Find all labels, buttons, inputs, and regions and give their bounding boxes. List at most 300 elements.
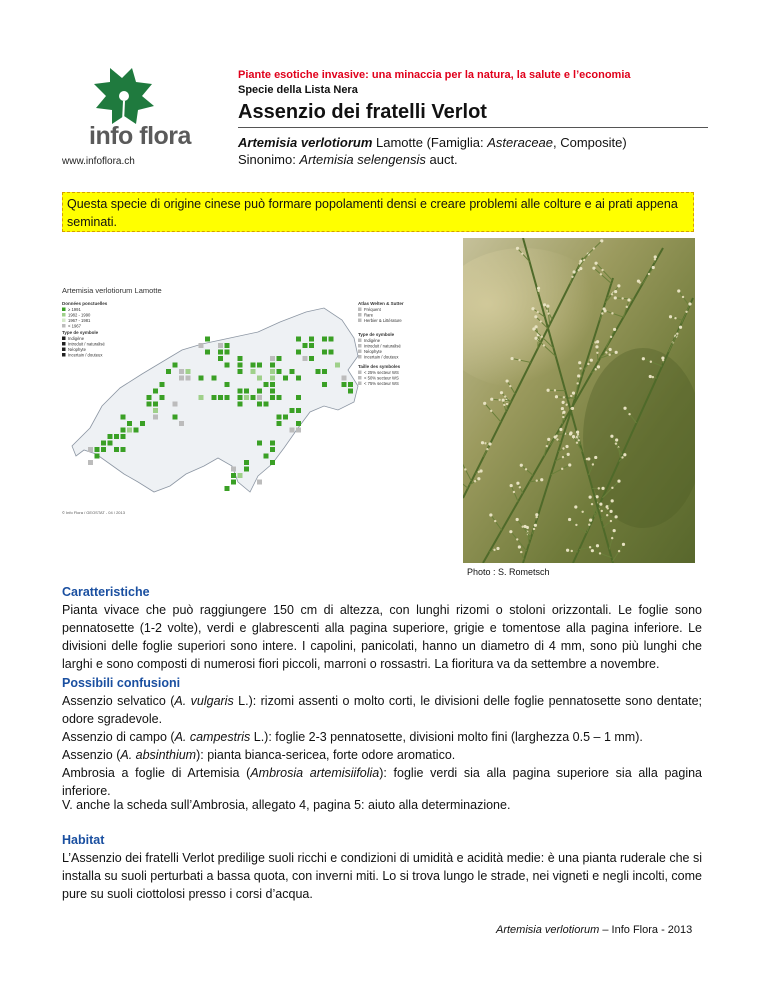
legend-label: Indigène <box>68 336 85 341</box>
flower-head <box>614 296 617 299</box>
map-grid-cell <box>244 460 249 465</box>
map-grid-cell <box>270 447 275 452</box>
flower-head <box>574 505 577 508</box>
legend-swatch <box>62 342 66 346</box>
page-title: Assenzio dei fratelli Verlot <box>238 101 487 123</box>
synonym-label: Sinonimo: <box>238 152 300 167</box>
flower-head <box>688 302 691 305</box>
map-grid-cell <box>342 376 347 381</box>
map-copyright: © Info Flora / GEOSTAT - 04 / 2013 <box>62 510 125 515</box>
map-grid-cell <box>225 486 230 491</box>
legend-swatch <box>62 348 66 352</box>
flower-head <box>600 273 602 275</box>
flower-head <box>488 442 491 445</box>
map-grid-cell <box>251 363 256 368</box>
flower-head <box>598 487 600 489</box>
legend-label: 1967 - 1981 <box>68 318 91 323</box>
map-grid-cell <box>199 376 204 381</box>
map-grid-cell <box>303 343 308 348</box>
map-grid-cell <box>303 356 308 361</box>
flower-head <box>477 477 480 480</box>
map-grid-cell <box>277 395 282 400</box>
flower-head <box>597 365 600 368</box>
flower-head <box>534 337 537 340</box>
flower-head <box>610 435 613 438</box>
map-grid-cell <box>251 395 256 400</box>
map-legend-right-head: Atlas Welten & Sutter <box>358 301 404 306</box>
legend-swatch <box>358 308 362 312</box>
map-grid-cell <box>290 369 295 374</box>
synonym-rest: auct. <box>425 152 458 167</box>
flower-head <box>533 528 535 530</box>
map-grid-cell <box>296 376 301 381</box>
flower-head <box>510 484 513 487</box>
legend-swatch <box>358 313 362 317</box>
map-grid-cell <box>296 408 301 413</box>
flower-head <box>537 290 539 292</box>
title-divider <box>238 127 708 128</box>
map-grid-cell <box>121 428 126 433</box>
flower-head <box>520 464 523 467</box>
flower-head <box>590 359 593 362</box>
map-grid-cell <box>257 402 262 407</box>
map-grid-cell <box>342 382 347 387</box>
flower-head <box>589 496 592 499</box>
legend-swatch <box>62 308 66 312</box>
flower-head <box>490 398 493 401</box>
legend-label: 1982 - 1990 <box>68 312 91 318</box>
flower-head <box>571 276 573 278</box>
map-grid-cell <box>160 382 165 387</box>
legend-label: Rare <box>364 312 374 318</box>
map-grid-cell <box>257 389 262 394</box>
map-grid-cell <box>283 415 288 420</box>
map-grid-cell <box>231 473 236 478</box>
map-grid-cell <box>212 395 217 400</box>
map-grid-cell <box>251 369 256 374</box>
flower-head <box>534 315 537 318</box>
distribution-map <box>62 278 434 518</box>
map-grid-cell <box>160 395 165 400</box>
flower-head <box>481 441 484 444</box>
flower-head <box>613 529 616 532</box>
legend-swatch <box>358 350 362 354</box>
legend-swatch <box>358 382 362 386</box>
flower-head <box>607 507 609 509</box>
flower-head <box>595 345 598 348</box>
map-grid-cell <box>173 402 178 407</box>
map-grid-cell <box>134 428 139 433</box>
scientific-name: Artemisia verlotiorum <box>238 135 373 150</box>
flower-head <box>572 392 575 395</box>
flower-head <box>682 296 684 298</box>
map-title: Artemisia verlotiorum Lamotte <box>62 286 162 295</box>
flower-head <box>594 262 597 265</box>
flower-head <box>628 413 630 415</box>
legend-label: Herbier & Littérature <box>364 318 402 323</box>
map-grid-cell <box>218 395 223 400</box>
synonym-line <box>238 152 458 167</box>
flower-head <box>547 438 550 441</box>
legend-label: Incertain / douteux <box>68 352 103 358</box>
flower-head <box>589 519 592 522</box>
flower-head <box>617 284 620 287</box>
legend-swatch <box>62 337 66 341</box>
flower-head <box>601 312 603 314</box>
flower-head <box>674 317 676 319</box>
flower-head <box>513 491 515 493</box>
flower-head <box>648 273 650 275</box>
flower-head <box>543 303 546 306</box>
flower-head <box>608 354 610 356</box>
map-grid-cell <box>270 369 275 374</box>
flower-head <box>562 456 564 458</box>
map-grid-cell <box>270 363 275 368</box>
legend-label: < 50% secteur WS <box>364 375 399 381</box>
legend-label: Indigène <box>364 338 381 343</box>
map-grid-cell <box>179 376 184 381</box>
map-grid-cell <box>153 415 158 420</box>
map-grid-cell <box>322 382 327 387</box>
map-grid-cell <box>173 415 178 420</box>
map-grid-cell <box>329 350 334 355</box>
page-footer <box>496 924 692 936</box>
map-grid-cell <box>205 350 210 355</box>
flower-head <box>510 357 513 360</box>
flower-head <box>615 442 617 444</box>
flower-head <box>571 550 573 552</box>
map-grid-cell <box>322 337 327 342</box>
flower-head <box>489 513 492 516</box>
flower-head <box>519 486 521 488</box>
flower-head <box>478 471 480 473</box>
flower-head <box>654 258 656 260</box>
map-grid-cell <box>101 447 106 452</box>
flower-head <box>562 447 564 449</box>
flower-head <box>611 312 613 314</box>
map-grid-cell <box>270 395 275 400</box>
legend-label: Néophyte <box>364 349 382 354</box>
flower-head <box>516 538 518 540</box>
map-grid-cell <box>199 343 204 348</box>
flower-head <box>503 404 505 406</box>
map-grid-cell <box>238 402 243 407</box>
flower-head <box>496 547 499 550</box>
flower-head <box>562 416 564 418</box>
flower-head <box>567 453 570 456</box>
flower-head <box>600 239 603 242</box>
plant-photo <box>463 238 695 563</box>
map-size-head: Taille des symboles <box>358 364 401 369</box>
map-grid-cell <box>270 382 275 387</box>
flower-head <box>642 357 645 360</box>
map-grid-cell <box>127 428 132 433</box>
map-grid-cell <box>199 395 204 400</box>
map-type-head-2: Type de symbole <box>358 332 395 337</box>
flower-head <box>576 382 578 384</box>
map-grid-cell <box>225 382 230 387</box>
see-also-text: V. anche la scheda sull’Ambrosia, allegato 4, pagina 5: aiuto alla determinazione. <box>62 798 511 812</box>
map-grid-cell <box>309 337 314 342</box>
flower-head <box>565 445 568 448</box>
flower-head <box>591 503 593 505</box>
confusioni-list <box>62 692 702 800</box>
map-grid-cell <box>257 441 262 446</box>
synonym-name: Artemisia selengensis <box>299 152 426 167</box>
legend-label: < 75% secteur WS <box>364 381 399 386</box>
flower-head <box>509 530 512 533</box>
flower-head <box>534 524 537 527</box>
map-grid-cell <box>290 428 295 433</box>
map-grid-cell <box>218 350 223 355</box>
map-grid-cell <box>88 460 93 465</box>
map-grid-cell <box>329 337 334 342</box>
flower-head <box>622 543 625 546</box>
map-grid-cell <box>277 421 282 426</box>
flower-head <box>587 363 589 365</box>
flower-head <box>505 379 508 382</box>
flower-head <box>516 518 519 521</box>
flower-head <box>649 375 652 378</box>
flower-head <box>601 487 604 490</box>
map-grid-cell <box>244 467 249 472</box>
flower-head <box>594 456 597 459</box>
flower-head <box>556 438 558 440</box>
legend-swatch <box>358 319 362 323</box>
flower-head <box>615 351 618 354</box>
flower-head <box>536 479 538 481</box>
flower-head <box>502 399 505 402</box>
flower-head <box>546 305 549 308</box>
map-grid-cell <box>257 480 262 485</box>
map-grid-cell <box>238 356 243 361</box>
flower-head <box>522 526 524 528</box>
flower-head <box>605 351 607 353</box>
flower-head <box>685 311 687 313</box>
map-grid-cell <box>316 369 321 374</box>
flower-head <box>540 320 542 322</box>
map-grid-cell <box>225 363 230 368</box>
flower-head <box>589 546 591 548</box>
legend-label: ≥ 1991 <box>68 307 81 312</box>
map-grid-cell <box>212 376 217 381</box>
map-grid-cell <box>309 356 314 361</box>
flower-head <box>652 376 654 378</box>
flower-head <box>615 438 618 441</box>
flower-head <box>494 520 496 522</box>
flower-head <box>591 549 594 552</box>
map-grid-cell <box>179 369 184 374</box>
map-grid-cell <box>108 434 113 439</box>
flower-head <box>618 550 620 552</box>
map-grid-cell <box>270 376 275 381</box>
map-grid-cell <box>277 369 282 374</box>
map-grid-cell <box>290 408 295 413</box>
map-grid-cell <box>127 421 132 426</box>
legend-swatch <box>358 355 362 359</box>
map-grid-cell <box>205 337 210 342</box>
flower-head <box>601 510 603 512</box>
map-grid-cell <box>277 356 282 361</box>
flower-head <box>614 290 617 293</box>
map-grid-cell <box>270 441 275 446</box>
flower-head <box>610 520 612 522</box>
legend-swatch <box>62 353 66 357</box>
map-grid-cell <box>231 467 236 472</box>
map-grid-cell <box>225 395 230 400</box>
flower-head <box>586 458 588 460</box>
legend-swatch <box>358 344 362 348</box>
map-grid-cell <box>238 473 243 478</box>
flower-head <box>547 389 550 392</box>
legend-label: Introduit / naturalisé <box>68 341 105 347</box>
flower-head <box>572 435 575 438</box>
flower-head <box>525 468 527 470</box>
map-grid-cell <box>238 369 243 374</box>
map-grid-cell <box>95 454 100 459</box>
map-grid-cell <box>264 402 269 407</box>
map-grid-cell <box>270 356 275 361</box>
flower-head <box>555 395 558 398</box>
flower-head <box>611 537 613 539</box>
flower-head <box>568 518 571 521</box>
map-grid-cell <box>153 402 158 407</box>
warning-box: Questa specie di origine cinese può formare popolamenti densi e creare problemi alle colture e ai prati appena seminati. <box>62 192 694 232</box>
website-link[interactable]: www.infoflora.ch <box>62 156 135 167</box>
confusion-item: Assenzio selvatico (A. vulgaris L.): rizomi assenti o molto corti, le divisioni delle foglie pennatosette sono dentate; odore sgradevole. <box>62 694 703 726</box>
kicker-text: Piante esotiche invasive: una minaccia per la natura, la salute e l’economia <box>238 69 631 81</box>
flower-head <box>516 247 519 250</box>
flower-head <box>650 361 652 363</box>
confusion-item: Ambrosia a foglie di Artemisia (Ambrosia artemisiifolia): foglie verdi sia alla pagina superiore sia alla pagina inferiore. <box>62 766 702 798</box>
flower-head <box>581 511 583 513</box>
family-name: Asteraceae <box>487 135 554 150</box>
flower-head <box>577 433 579 435</box>
flower-head <box>592 463 594 465</box>
legend-swatch <box>62 319 66 323</box>
flower-head <box>652 266 655 269</box>
footer-rest: – Info Flora - 2013 <box>599 924 693 936</box>
flower-head <box>569 432 572 435</box>
flower-head <box>554 389 556 391</box>
plant-photo-svg <box>463 238 695 563</box>
flower-head <box>479 469 482 472</box>
map-grid-cell <box>88 447 93 452</box>
legend-swatch <box>62 324 66 328</box>
flower-head <box>535 516 537 518</box>
flower-head <box>520 551 522 553</box>
map-grid-cell <box>225 350 230 355</box>
map-grid-cell <box>296 428 301 433</box>
map-grid-cell <box>121 415 126 420</box>
legend-label: Néophyte <box>68 347 86 352</box>
map-grid-cell <box>147 395 152 400</box>
photo-credit: Photo : S. Rometsch <box>467 567 550 577</box>
flower-head <box>532 327 535 330</box>
flower-head <box>621 297 623 299</box>
flower-head <box>516 482 519 485</box>
caratteristiche-text: Pianta vivace che può raggiungere 150 cm di altezza, con lunghi rizomi o stoloni orizzontali. Le foglie sono pennatosette (1-2 volte), verdi e glabrescenti alla pagina superiore, grigie e tomentose alla pagina inferiore. Le divisioni delle foglie superiori sono intere. I capolini, panicolati, hanno un diametro di 4 mm, sono più lunghi che larghi e sono composti di numerosi fiori piccoli, marroni o rossastri. La fioritura va da settembre a novembre. <box>62 603 702 671</box>
map-grid-cell <box>238 389 243 394</box>
map-grid-cell <box>225 343 230 348</box>
flower-head <box>521 252 523 254</box>
map-grid-cell <box>153 389 158 394</box>
flower-head <box>601 269 603 271</box>
flower-head <box>541 335 543 337</box>
flower-head <box>518 359 520 361</box>
flower-head <box>617 480 620 483</box>
map-grid-cell <box>264 454 269 459</box>
flower-head <box>565 403 567 405</box>
map-grid-cell <box>108 441 113 446</box>
flower-head <box>623 453 626 456</box>
flower-head <box>537 311 539 313</box>
flower-head <box>609 348 612 351</box>
map-grid-cell <box>173 363 178 368</box>
section-heading-habitat: Habitat <box>62 833 105 847</box>
flower-head <box>490 410 492 412</box>
logo-text: info flora <box>89 122 191 150</box>
author-family-b: , Composite) <box>553 135 627 150</box>
flower-head <box>577 374 580 377</box>
map-grid-cell <box>257 395 262 400</box>
confusion-item: Assenzio (A. absinthium): pianta bianca-sericea, forte odore aromatico. <box>62 748 456 762</box>
map-grid-cell <box>244 395 249 400</box>
flower-head <box>546 445 548 447</box>
plant-stem <box>538 335 539 349</box>
flower-head <box>561 407 564 410</box>
map-grid-cell <box>309 343 314 348</box>
map-grid-cell <box>147 402 152 407</box>
map-grid-cell <box>218 343 223 348</box>
flower-head <box>610 336 612 338</box>
map-grid-cell <box>296 421 301 426</box>
map-grid-cell <box>277 415 282 420</box>
flower-head <box>500 391 503 394</box>
subkicker-text: Specie della Lista Nera <box>238 84 358 96</box>
flower-head <box>483 402 486 405</box>
map-legend-left-head: Données ponctuelles <box>62 301 108 306</box>
legend-label: Introduit / naturalisé <box>364 343 401 349</box>
footer-species: Artemisia verlotiorum <box>496 924 600 936</box>
flower-head <box>562 411 565 414</box>
map-grid-cell <box>114 434 119 439</box>
flower-head <box>531 307 534 310</box>
flower-head <box>611 293 613 295</box>
flower-head <box>540 478 543 481</box>
map-grid-cell <box>166 369 171 374</box>
flower-head <box>611 487 613 489</box>
flower-head <box>498 399 500 401</box>
map-grid-cell <box>348 389 353 394</box>
section-heading-confusioni: Possibili confusioni <box>62 676 181 690</box>
flower-head <box>537 287 540 290</box>
flower-head <box>575 524 577 526</box>
flower-head <box>615 515 618 518</box>
map-grid-cell <box>296 337 301 342</box>
map-grid-cell <box>186 376 191 381</box>
flower-head <box>623 407 626 410</box>
legend-swatch <box>358 376 362 380</box>
legend-label: < 1967 <box>68 323 81 329</box>
flower-head <box>570 407 572 409</box>
flower-head <box>627 298 630 301</box>
legend-swatch <box>358 339 362 343</box>
map-grid-cell <box>257 376 262 381</box>
map-type-head: Type de symbole <box>62 330 99 335</box>
flower-head <box>543 344 545 346</box>
flower-head <box>677 289 680 292</box>
